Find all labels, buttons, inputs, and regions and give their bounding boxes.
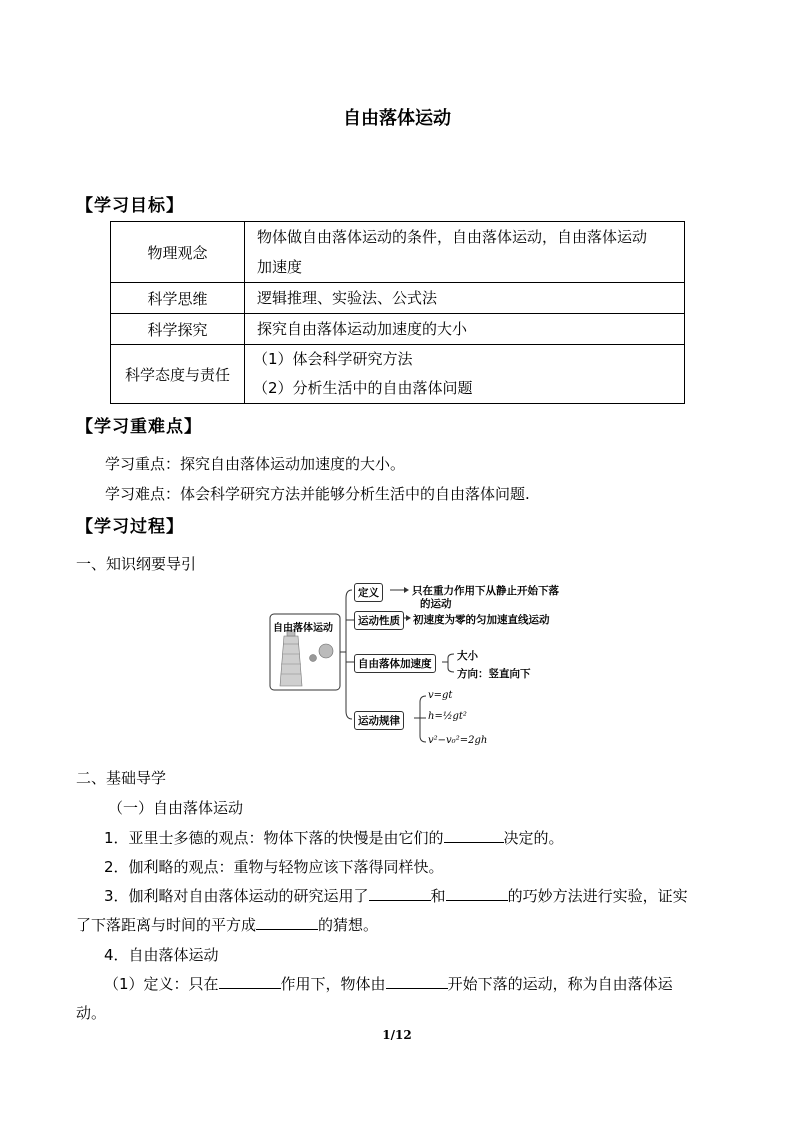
page-title: 自由落体运动 [343,108,451,129]
fill-blank[interactable] [444,828,504,843]
mindmap-law-3: v²−v₀²=2gh [428,735,488,746]
table-line: 逻辑推理、实验法、公式法 [257,289,438,307]
table-row [111,222,685,283]
mindmap-def-label: 定义 [354,583,383,602]
table-key: 科学思维 [111,283,245,314]
table-value [245,314,685,345]
question-2: 2．伽利略的观点：重物与轻物应该下落得同样快。 [104,858,444,876]
question-4-1-cont: 动。 [76,1004,107,1022]
fill-blank[interactable] [256,915,318,930]
table-row [111,314,685,345]
fill-blank[interactable] [369,886,431,901]
section-goals: 【学习目标】 [76,196,184,216]
question-4-1 [104,973,673,994]
table-value [245,283,685,314]
question-text: 1．亚里士多德的观点：物体下落的快慢是由它们的 [104,829,444,847]
key-focus: 学习重点：探究自由落体运动加速度的大小。 [105,455,406,473]
section-process: 【学习过程】 [76,517,184,537]
key-difficulty: 学习难点：体会科学研究方法并能够分析生活中的自由落体问题. [105,485,530,503]
table-line: 物体做自由落体运动的条件，自由落体运动，自由落体运动 [257,228,648,246]
mindmap-nature-text: 初速度为零的匀加速直线运动 [413,614,550,626]
mindmap-root: 自由落体运动 [273,623,333,634]
question-text: 了下落距离与时间的平方成 [76,916,257,934]
table-key: 物理观念 [111,222,245,283]
table-line: 加速度 [257,258,303,276]
question-text: 开始下落的运动，称为自由落体运 [447,975,673,993]
part-heading: 一、知识纲要导引 [76,555,197,573]
mindmap-accel-label: 自由落体加速度 [354,654,436,673]
table-value [245,345,685,404]
knowledge-mindmap [268,578,558,753]
mindmap-def-text-cont: 的运动 [420,598,452,610]
mindmap-nature-label: 运动性质 [354,611,404,630]
question-3-cont [76,914,378,935]
table-line: （2）分析生活中的自由落体问题 [253,379,473,397]
question-text: 决定的。 [503,829,564,847]
fill-blank[interactable] [446,886,508,901]
mindmap-accel-size: 大小 [457,650,478,662]
table-row [111,283,685,314]
sub-heading: （一）自由落体运动 [108,799,244,817]
table-row [111,345,685,404]
question-1 [104,827,564,848]
table-value [245,222,685,283]
question-text: 的巧妙方法进行实验，证实 [507,887,688,905]
mindmap-law-2: h=½gt² [428,711,467,722]
question-text: 和 [430,887,446,905]
table-key: 科学态度与责任 [111,345,245,404]
page-number: 1/12 [382,1028,412,1042]
table-key: 科学探究 [111,314,245,345]
question-text: 3．伽利略对自由落体运动的研究运用了 [104,887,369,905]
mindmap-law-1: v=gt [428,690,453,701]
question-text: 的猜想。 [318,916,379,934]
fill-blank[interactable] [219,974,281,989]
fill-blank[interactable] [386,974,448,989]
mindmap-accel-dir: 方向：竖直向下 [457,668,531,680]
mindmap-law-label: 运动规律 [354,711,404,730]
question-text: 作用下，物体由 [280,975,386,993]
section-key-points: 【学习重难点】 [76,417,202,437]
question-text: （1）定义：只在 [104,975,219,993]
mindmap-def-text: 只在重力作用下从静止开始下落 [412,585,559,597]
question-4: 4．自由落体运动 [104,946,219,964]
goals-table [110,221,685,404]
table-line: （1）体会科学研究方法 [253,350,413,368]
question-3 [104,885,688,906]
part-heading: 二、基础导学 [76,769,167,787]
table-line: 探究自由落体运动加速度的大小 [257,320,468,338]
